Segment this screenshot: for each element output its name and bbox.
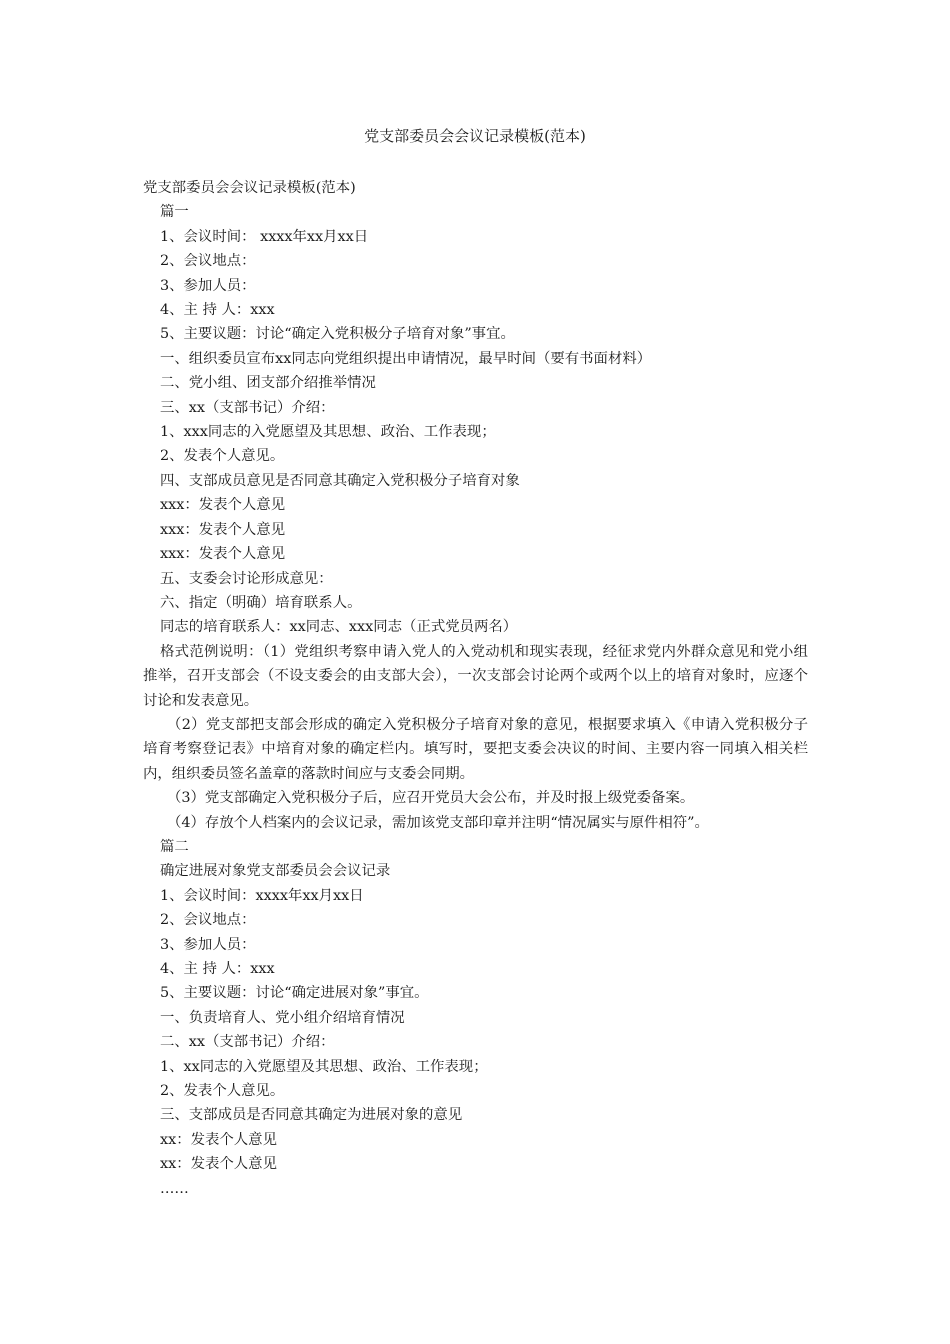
text-line: 确定进展对象党支部委员会会议记录 (160, 863, 391, 880)
text-line: xxx：发表个人意见 (160, 521, 286, 538)
document-body (143, 176, 808, 1201)
text-line: 4、主 持 人：xxx (160, 961, 275, 977)
text-line: 三、xx（支部书记）介绍： (160, 399, 335, 416)
format-note-paragraph: 格式范例说明：（1）党组织考察申请入党人的入党动机和现实表现，经征求党内外群众意见和党小组推举，召开支部会（不设支委会的由支部大会），一次支部会讨论两个或两个以上的培育对象时，应逐个讨论和发表意见。 (143, 643, 808, 709)
text-line: 2、会议地点： (160, 253, 256, 270)
text-line: 同志的培育联系人：xx同志、xxx同志（正式党员两名） (160, 619, 518, 636)
part-one-heading: 篇一 (160, 204, 189, 221)
part-two-heading: 篇二 (160, 838, 189, 855)
text-line: 1、会议时间：xxxx年xx月xx日 (160, 887, 364, 904)
text-line: 2、发表个人意见。 (160, 1083, 285, 1100)
text-line: 三、支部成员是否同意其确定为进展对象的意见 (160, 1107, 463, 1124)
format-note-line: （4）存放个人档案内的会议记录，需加该党支部印章并注明“情况属实与原件相符”。 (167, 814, 709, 831)
text-line: 5、主要议题：讨论“确定进展对象”事宜。 (160, 985, 429, 1002)
text-line: 一、负责培育人、党小组介绍培育情况 (160, 1009, 405, 1026)
format-note-line: （3）党支部确定入党积极分子后，应召开党员大会公布，并及时报上级党委备案。 (167, 790, 695, 807)
text-line: 1、xxx同志的入党愿望及其思想、政治、工作表现； (160, 424, 496, 441)
format-note-paragraph: （2）党支部把支部会形成的确定入党积极分子培育对象的意见，根据要求填入《申请入党积极分子培育考察登记表》中培育对象的确定栏内。填写时，要把支委会决议的时间、主要内容一同填入相关栏内，组织委员签名盖章的落款时间应与支委会同期。 (143, 716, 808, 782)
text-line: xx：发表个人意见 (160, 1156, 277, 1173)
text-line: 二、xx（支部书记）介绍： (160, 1034, 335, 1051)
text-line: 3、参加人员： (160, 936, 256, 953)
ellipsis: …… (160, 1180, 189, 1197)
document-subtitle: 党支部委员会会议记录模板(范本) (143, 180, 356, 196)
text-line: 5、主要议题：讨论“确定入党积极分子培育对象”事宜。 (160, 326, 515, 343)
text-line: 4、主 持 人：xxx (160, 302, 275, 319)
text-line: 四、支部成员意见是否同意其确定入党积极分子培育对象 (160, 472, 520, 489)
text-line: 1、xx同志的入党愿望及其思想、政治、工作表现； (160, 1058, 488, 1075)
text-line: 2、会议地点： (160, 912, 256, 929)
text-line: 2、发表个人意见。 (160, 448, 285, 465)
text-line: xxx：发表个人意见 (160, 497, 286, 514)
text-line: 六、指定（明确）培育联系人。 (160, 594, 362, 611)
document-title: 党支部委员会会议记录模板(范本) (364, 127, 586, 145)
text-line: 3、参加人员： (160, 277, 256, 294)
text-line: 五、支委会讨论形成意见： (160, 570, 333, 587)
text-line: xxx：发表个人意见 (160, 546, 286, 563)
text-line: 1、会议时间： xxxx年xx月xx日 (160, 228, 369, 245)
text-line: 二、党小组、团支部介绍推举情况 (160, 375, 376, 392)
text-line: xx：发表个人意见 (160, 1131, 277, 1148)
text-line: 一、组织委员宣布xx同志向党组织提出申请情况，最早时间（要有书面材料） (160, 350, 652, 367)
